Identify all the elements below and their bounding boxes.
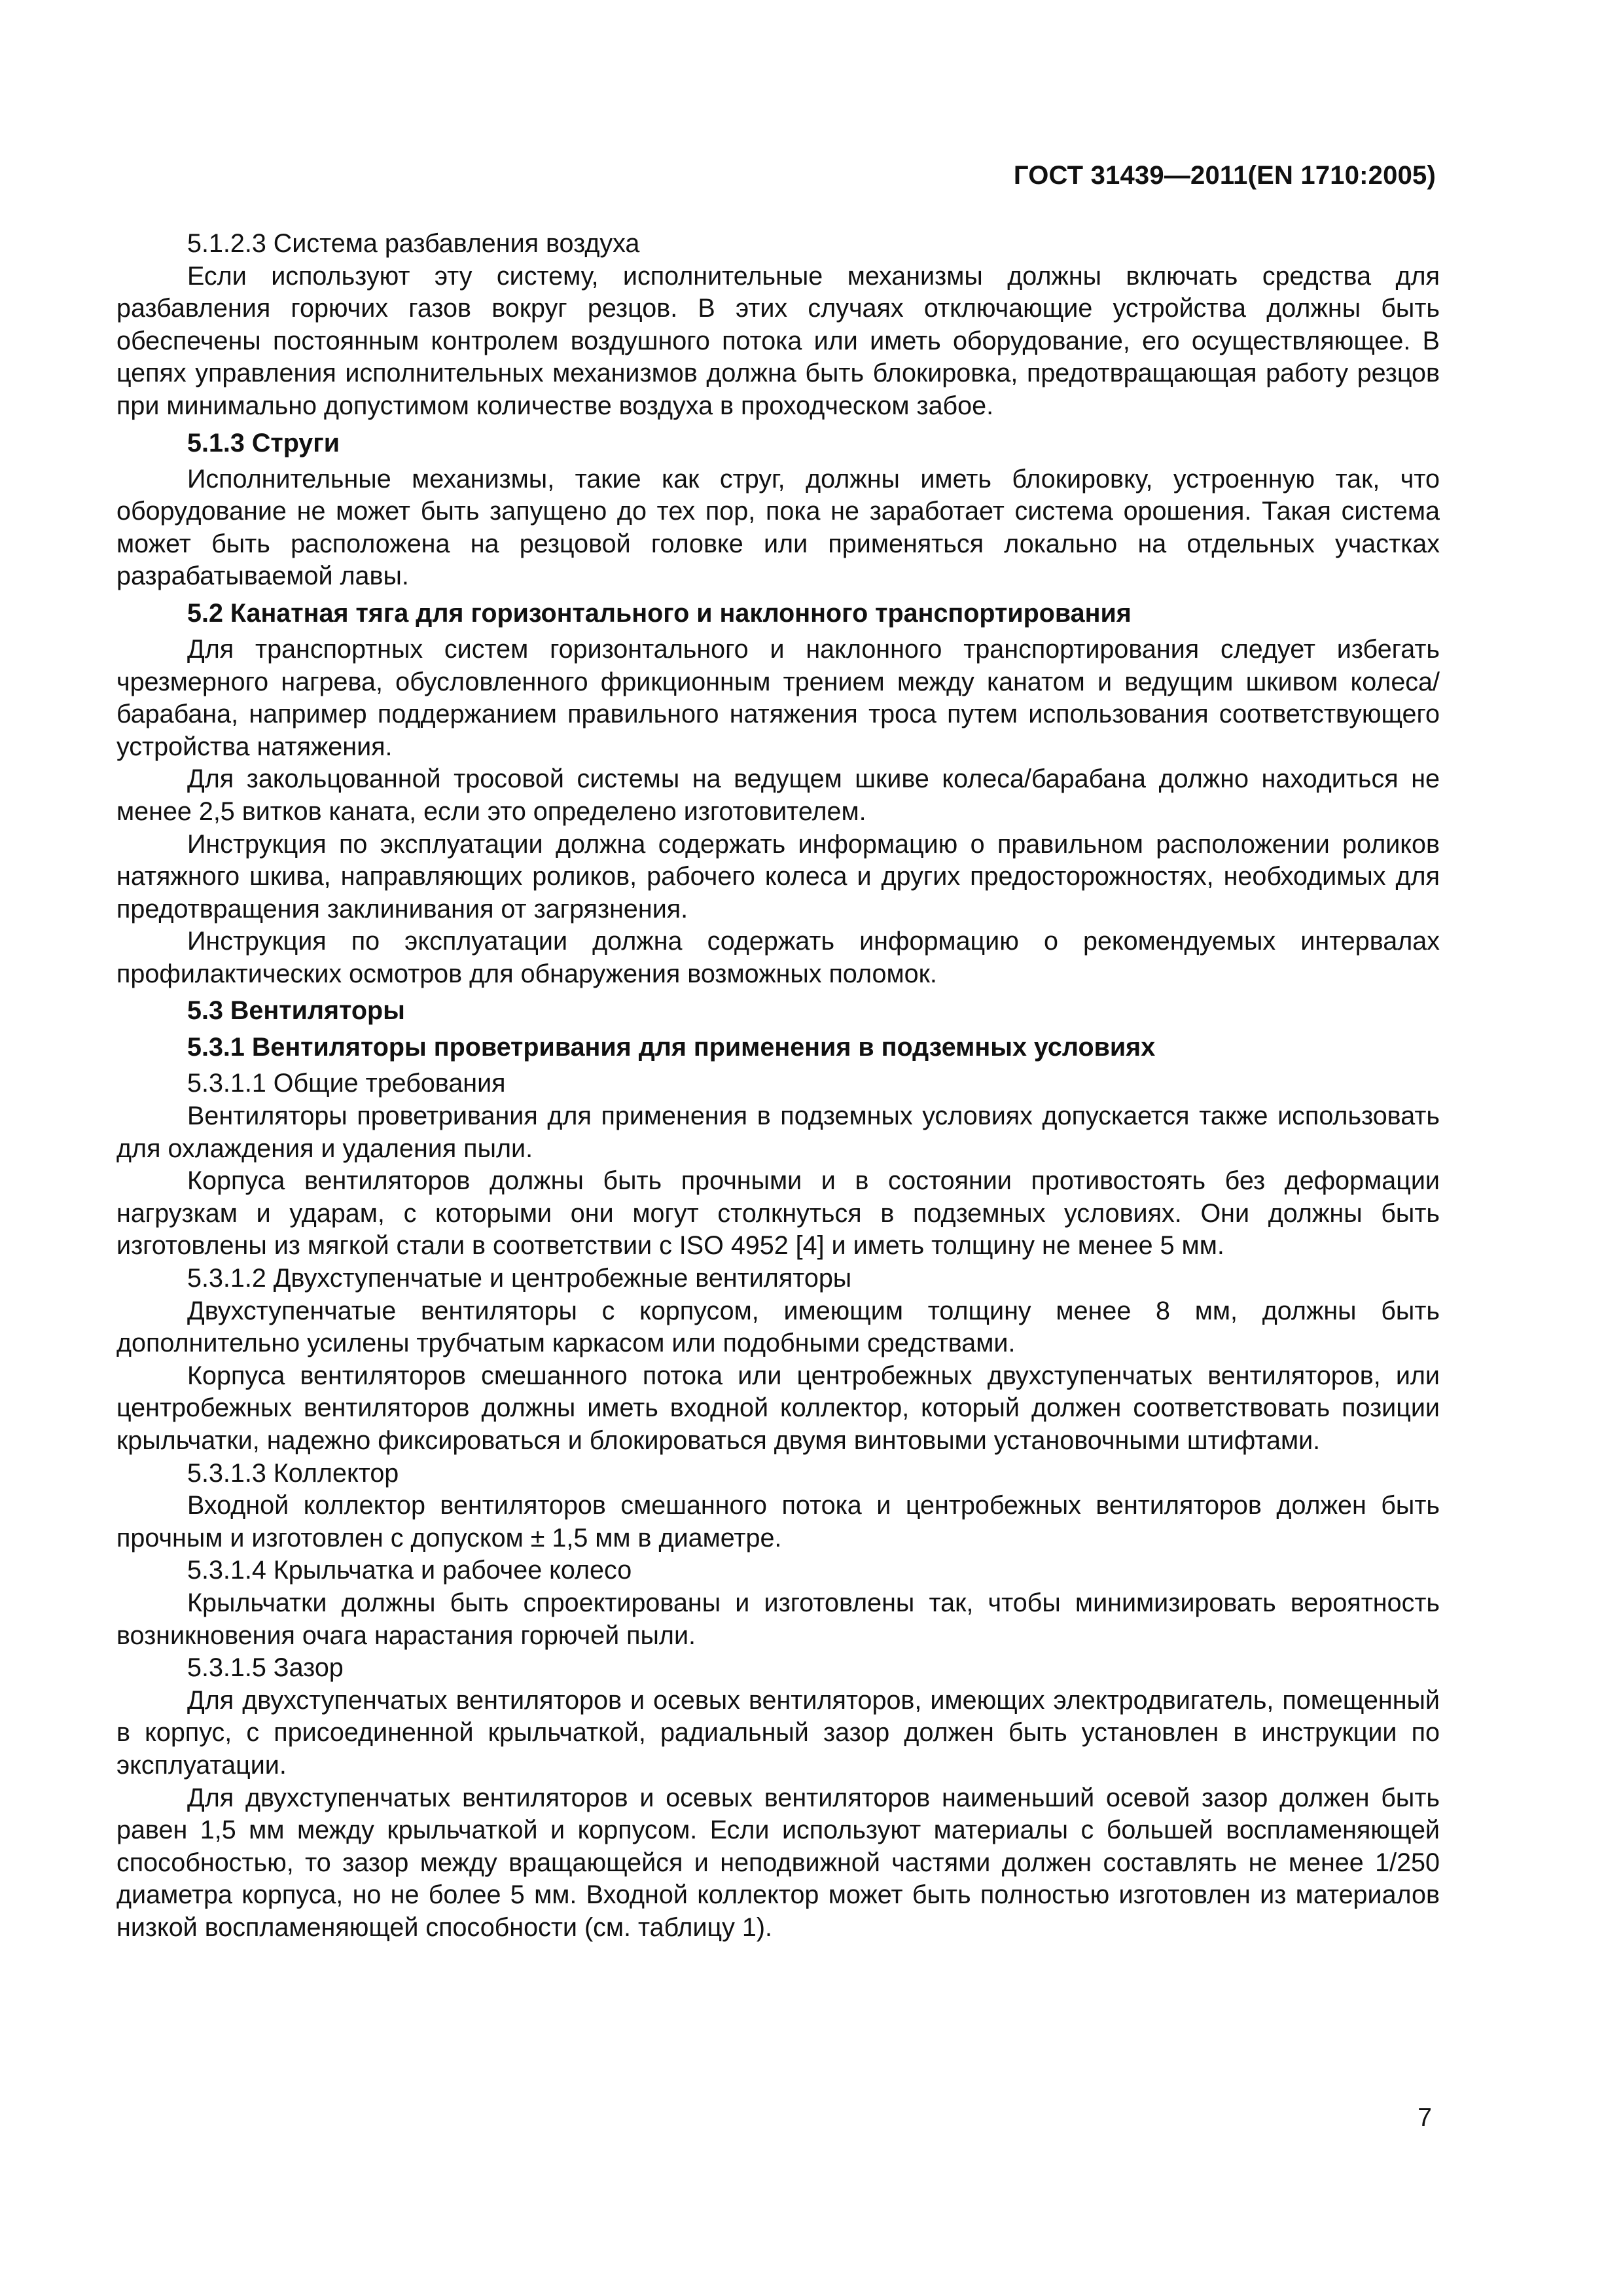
page-number: 7 xyxy=(1418,2104,1432,2132)
paragraph: Для транспортных систем горизонтального и наклонного транспортирования следует избегать чрезмерного нагрева, обусловленного фрикционным трением между канатом и ведущим шкивом колеса/барабана, например поддержанием правильного натяжения троса путем использования соответствующего устройства натяжения. xyxy=(116,634,1440,761)
paragraph: Вентиляторы проветривания для применения в подземных условиях допускается также использовать для охлаждения и удаления пыли. xyxy=(116,1102,1440,1163)
paragraph: Инструкция по эксплуатации должна содержать информацию о рекомендуемых интервалах профилактических осмотров для обнаружения возможных поломок. xyxy=(116,927,1440,988)
paragraph: Входной коллектор вентиляторов смешанного потока и центробежных вентиляторов должен быть прочным и изготовлен с допуском ± 1,5 мм в диаметре. xyxy=(116,1491,1440,1552)
clause-5-3-1-4-heading: 5.3.1.4 Крыльчатка и рабочее колесо xyxy=(187,1556,632,1585)
clause-5-3-1-1-heading: 5.3.1.1 Общие требования xyxy=(187,1069,506,1098)
clause-5-3-1-5-heading: 5.3.1.5 Зазор xyxy=(187,1653,344,1683)
clause-5-1-3-heading: 5.1.3 Струги xyxy=(187,428,340,457)
clause-5-3-1-2-heading: 5.3.1.2 Двухступенчатые и центробежные вентиляторы xyxy=(187,1264,852,1293)
paragraph: Корпуса вентиляторов должны быть прочными и в состоянии противостоять без деформации нагрузкам и ударам, с которыми они могут столкнуться в подземных условиях. Они должны быть изготовлены из мягкой стали в соответствии с ISO 4952 [4] и иметь толщину не менее 5 мм. xyxy=(116,1166,1440,1261)
paragraph: Исполнительные механизмы, такие как струг, должны иметь блокировку, устроенную так, что оборудование не может быть запущено до тех пор, пока не заработает система орошения. Такая система может быть расположена на резцовой головке или применяться локально на отдельных участках разрабатываемой лавы. xyxy=(116,464,1440,591)
clause-5-3-1-3-heading: 5.3.1.3 Коллектор xyxy=(187,1458,399,1488)
paragraph: Двухступенчатые вентиляторы с корпусом, имеющим толщину менее 8 мм, должны быть дополнительно усилены трубчатым каркасом или подобными средствами. xyxy=(116,1296,1440,1358)
paragraph: Для двухступенчатых вентиляторов и осевых вентиляторов наименьший осевой зазор должен быть равен 1,5 мм между крыльчаткой и корпусом. Если используют материалы с большей воспламеняющей способностью, то зазор между вращающейся и неподвижной частями должен составлять не менее 1/250 диаметра корпуса, но не более 5 мм. Входной коллектор может быть полностью изготовлен из материалов низкой воспламеняющей способности (см. таблицу 1). xyxy=(116,1783,1440,1942)
paragraph: Если используют эту систему, исполнительные механизмы должны включать средства для разбавления горючих газов вокруг резцов. В этих случаях отключающие устройства должны быть обеспечены постоянным контролем воздушного потока или иметь оборудование, его осуществляющее. В цепях управления исполнительных механизмов должна быть блокировка, предотвращающая работу резцов при минимально допустимом количестве воздуха в проходческом забое. xyxy=(116,261,1440,420)
clause-5-3-heading: 5.3 Вентиляторы xyxy=(187,996,405,1026)
clause-5-2-heading: 5.2 Канатная тяга для горизонтального и наклонного транспортирования xyxy=(187,598,1132,628)
paragraph: Для двухступенчатых вентиляторов и осевых вентиляторов, имеющих электродвигатель, помещенный в корпус, с присоединенной крыльчаткой, радиальный зазор должен быть установлен в инструкции по эксплуатации. xyxy=(116,1685,1440,1780)
clause-5-3-1-heading: 5.3.1 Вентиляторы проветривания для применения в подземных условиях xyxy=(187,1033,1156,1062)
paragraph: Инструкция по эксплуатации должна содержать информацию о правильном расположении роликов натяжного шкива, направляющих роликов, рабочего колеса и других предосторожностях, необходимых для предотвращения заклинивания от загрязнения. xyxy=(116,829,1440,924)
paragraph: Крыльчатки должны быть спроектированы и изготовлены так, чтобы минимизировать вероятность возникновения очага нарастания горючей пыли. xyxy=(116,1588,1440,1650)
document-body xyxy=(116,228,1440,1945)
clause-5-1-2-3-heading: 5.1.2.3 Система разбавления воздуха xyxy=(187,229,640,258)
paragraph: Корпуса вентиляторов смешанного потока или центробежных двухступенчатых вентиляторов, или центробежных вентиляторов должны иметь входной коллектор, который должен соответствовать позиции крыльчатки, надежно фиксироваться и блокироваться двумя винтовыми установочными штифтами. xyxy=(116,1361,1440,1455)
document-header: ГОСТ 31439—2011(EN 1710:2005) xyxy=(1013,161,1436,190)
paragraph: Для закольцованной тросовой системы на ведущем шкиве колеса/барабана должно находиться не менее 2,5 витков каната, если это определено изготовителем. xyxy=(116,764,1440,826)
